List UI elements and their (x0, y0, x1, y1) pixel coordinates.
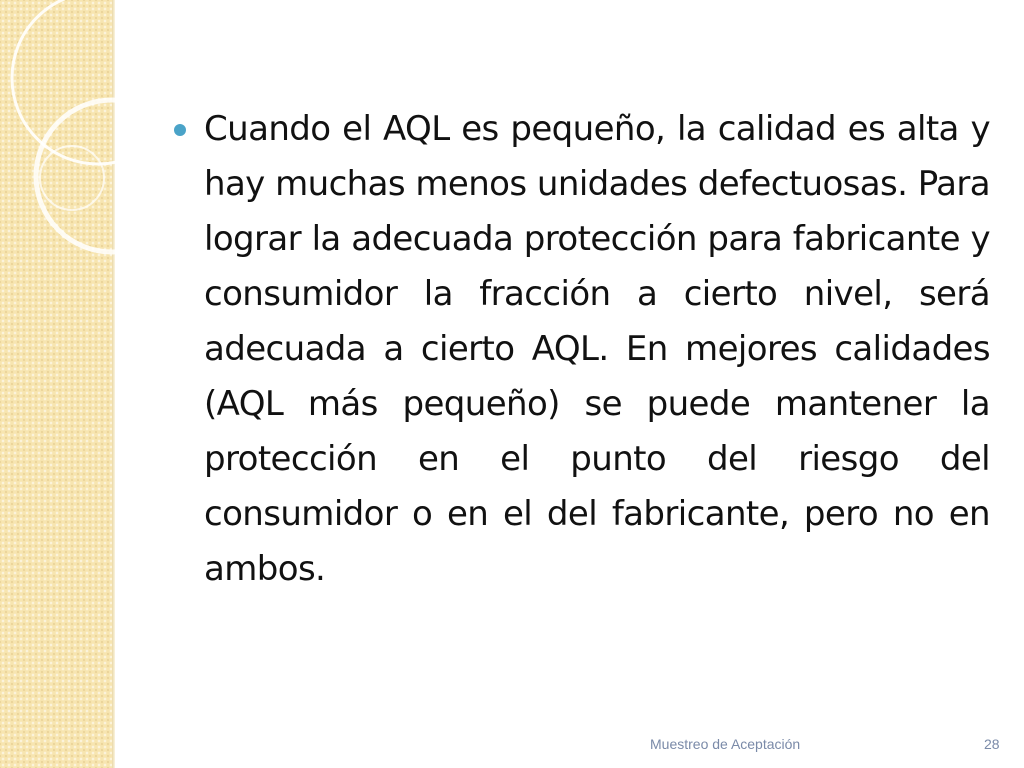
bullet-dot-icon (174, 124, 186, 136)
slide-content (174, 102, 990, 597)
page-number: 28 (984, 736, 1000, 752)
decorative-circle-small (40, 146, 104, 210)
bullet-item (174, 102, 990, 597)
decorative-circle-medium (36, 100, 188, 252)
decorative-circles (0, 0, 200, 300)
decorative-circle-large (12, 0, 184, 164)
footer-title: Muestreo de Aceptación (650, 736, 801, 752)
bullet-text: Cuando el AQL es pequeño, la calidad es alta y hay muchas menos unidades defectuosas. Para lograr la adecuada protección para fabricante y consumidor la fracción a cierto nivel, será adecuada a cierto AQL. En mejores calidades (AQL más pequeño) se puede mantener la protección en el punto del riesgo del consumidor o en el del fabricante, pero no en ambos. (204, 109, 990, 589)
